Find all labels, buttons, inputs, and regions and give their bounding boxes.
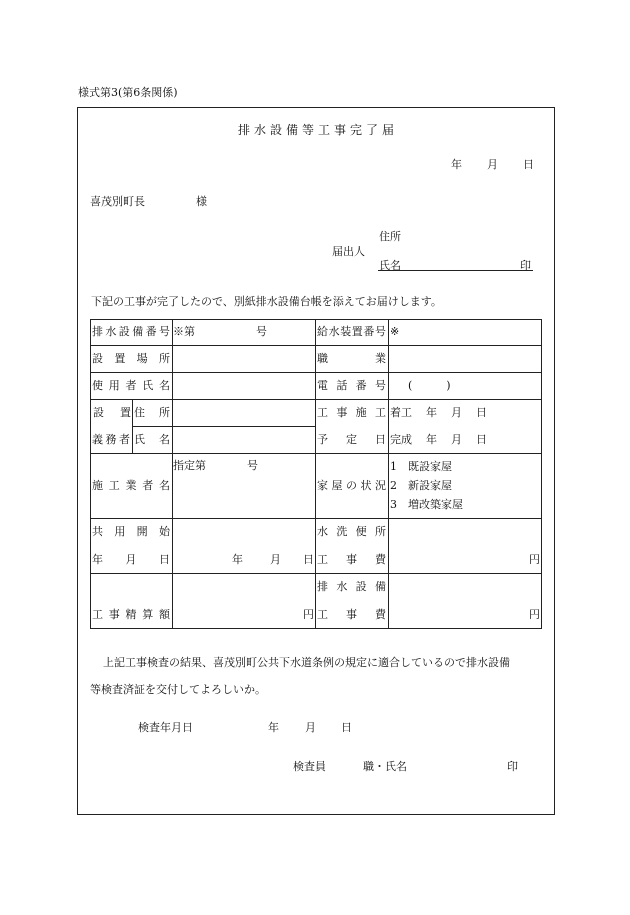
settlement-amount-label: 工事精算額 bbox=[92, 608, 170, 621]
applicant-name-line bbox=[378, 256, 533, 271]
obligor-address-label: 住所 bbox=[134, 406, 170, 419]
drainage-cost-yen: 円 bbox=[529, 608, 540, 621]
house-status-label: 家屋の状況 bbox=[317, 479, 386, 492]
complete-label: 完成 bbox=[390, 433, 412, 446]
inspector-title-name: 職・氏名 bbox=[363, 760, 407, 773]
complete-month: 月 bbox=[451, 433, 462, 446]
start-month: 月 bbox=[451, 406, 462, 419]
inspection-day: 日 bbox=[341, 721, 352, 734]
date-day: 日 bbox=[523, 158, 534, 171]
form-number: 様式第3(第6条関係) bbox=[78, 86, 178, 99]
contractor-number-prefix: 指定第 bbox=[173, 459, 206, 472]
applicant-seal: 印 bbox=[520, 259, 531, 272]
drainage-number-suffix: 号 bbox=[256, 325, 267, 338]
user-name-label: 使用者氏名 bbox=[92, 379, 170, 392]
inspector-seal: 印 bbox=[507, 760, 518, 773]
obligor-name-label: 氏名 bbox=[134, 433, 170, 446]
phone-number-label: 電話番号 bbox=[317, 379, 386, 392]
settlement-yen: 円 bbox=[303, 608, 314, 621]
shared-start-date-label: 年 月 日 bbox=[92, 553, 170, 566]
flush-toilet-yen: 円 bbox=[529, 553, 540, 566]
applicant-label: 届出人 bbox=[332, 245, 365, 258]
drainage-number-prefix: ※第 bbox=[173, 325, 195, 338]
addressee-name: 喜茂別町長 bbox=[90, 195, 145, 208]
inspector-label: 検査員 bbox=[293, 760, 326, 773]
contractor-number-suffix: 号 bbox=[247, 459, 258, 472]
result-text-line1: 上記工事検査の結果、喜茂別町公共下水道条例の規定に適合しているので排水設備 bbox=[103, 656, 510, 669]
house-option-2: 2 新設家屋 bbox=[390, 479, 452, 492]
date-month: 月 bbox=[487, 158, 498, 171]
house-option-1: 1 既設家屋 bbox=[390, 460, 452, 473]
obligor-group-b: 置 bbox=[120, 406, 131, 419]
drainage-number-label: 排水設備番号 bbox=[92, 325, 170, 338]
inspection-date-label: 検査年月日 bbox=[138, 721, 193, 734]
water-supply-number-mark: ※ bbox=[390, 325, 400, 338]
result-text-line2: 等検査済証を交付してよろしいか。 bbox=[90, 683, 266, 696]
complete-day: 日 bbox=[476, 433, 487, 446]
contractor-name-label: 施工業者名 bbox=[92, 479, 170, 492]
details-table bbox=[90, 319, 542, 628]
shared-start-year: 年 bbox=[232, 553, 243, 566]
obligor-group-a: 設 bbox=[93, 406, 104, 419]
applicant-address-label: 住所 bbox=[379, 230, 401, 243]
shared-start-label: 共用開始 bbox=[92, 525, 170, 538]
complete-year: 年 bbox=[426, 433, 437, 446]
start-label: 着工 bbox=[390, 406, 412, 419]
drainage-cost-label-a: 排水設備 bbox=[317, 580, 386, 593]
inspection-year: 年 bbox=[268, 721, 279, 734]
schedule-label: 予定日 bbox=[317, 433, 386, 446]
flush-toilet-label: 水洗便所 bbox=[317, 525, 386, 538]
addressee-honorific: 様 bbox=[196, 195, 207, 208]
obligor-group-c: 義務者 bbox=[92, 433, 130, 446]
applicant-name-label: 氏名 bbox=[379, 259, 401, 272]
drainage-cost-label-b: 工事費 bbox=[317, 608, 386, 621]
phone-number-parens: ( ) bbox=[408, 379, 455, 392]
intro-text: 下記の工事が完了したので、別紙排水設備台帳を添えてお届けします。 bbox=[91, 295, 442, 308]
shared-start-month: 月 bbox=[270, 553, 281, 566]
shared-start-day: 日 bbox=[303, 553, 314, 566]
start-year: 年 bbox=[426, 406, 437, 419]
flush-toilet-cost-label: 工事費 bbox=[317, 553, 386, 566]
construction-label: 工事施工 bbox=[317, 406, 386, 419]
inspection-month: 月 bbox=[305, 721, 316, 734]
start-day: 日 bbox=[476, 406, 487, 419]
house-option-3: 3 増改築家屋 bbox=[390, 498, 463, 511]
form-title: 排水設備等工事完了届 bbox=[238, 123, 399, 137]
install-location-label: 設置場所 bbox=[92, 352, 170, 365]
occupation-label: 職業 bbox=[317, 352, 386, 365]
date-year: 年 bbox=[451, 158, 462, 171]
water-supply-number-label: 給水装置番号 bbox=[317, 325, 386, 338]
